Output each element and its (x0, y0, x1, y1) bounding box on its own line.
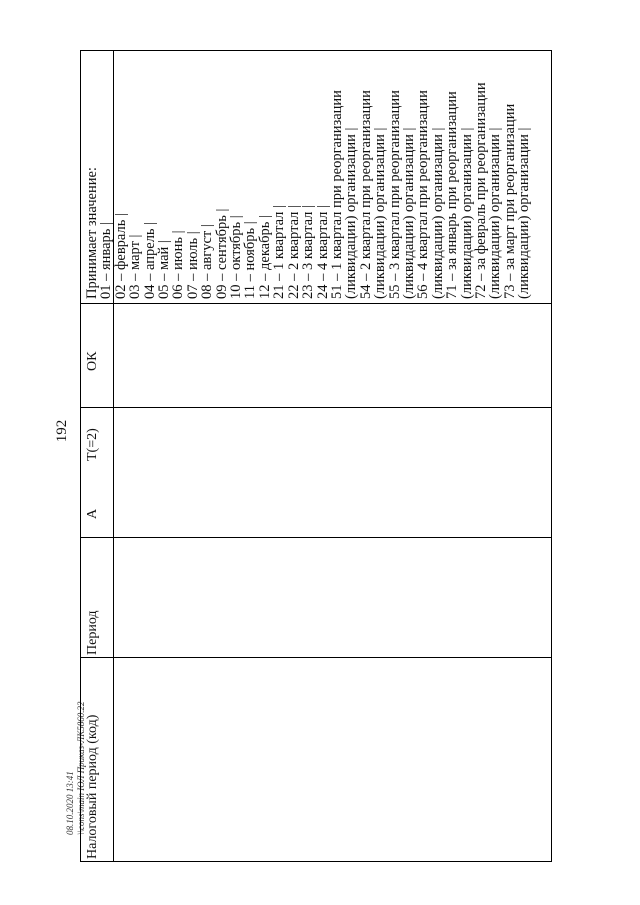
list-item: 04 – апрель | (141, 221, 158, 299)
list-item: 07 – июль | (184, 231, 201, 299)
list-item: 11 – ноябрь | (242, 221, 259, 299)
list-item: 55 – 3 квартал при реорганизации (386, 90, 403, 299)
header-ok: ОК (85, 351, 100, 371)
list-item: (ликвидации) организации | (343, 127, 360, 299)
list-item: (ликвидации) организации | (487, 127, 504, 299)
list-item: (ликвидации) организации | (516, 127, 533, 299)
list-item: 01 – январь | (98, 222, 115, 299)
list-item: 51 – 1 квартал при реорганизации (328, 90, 345, 299)
row-divider (81, 303, 551, 304)
list-item: (ликвидации) организации | (458, 127, 475, 299)
list-item: 71 – за январь при реорганизации (444, 91, 461, 299)
list-item: (ликвидации) организации | (429, 127, 446, 299)
header-tax-period: Налоговый период (код) (85, 714, 100, 859)
list-item: 06 – июнь | (170, 230, 187, 299)
list-item: 21 – 1 квартал | (271, 205, 288, 299)
accepted-values (85, 82, 532, 299)
list-item: 09 – сентябрь | (213, 208, 230, 299)
list-item: 73 – за март при реорганизации (501, 103, 518, 299)
list-item: 08 – август | (199, 224, 216, 299)
list-item: 05 – май | (156, 240, 173, 299)
data-table (80, 50, 552, 862)
list-item: 22 – 2 квартал | (285, 205, 302, 299)
list-item: 23 – 3 квартал | (300, 205, 317, 299)
list-item: 03 – март | (127, 234, 144, 299)
list-item: 54 – 2 квартал при реорганизации (357, 90, 374, 299)
header-period: Период (85, 610, 100, 655)
row-divider (81, 407, 551, 408)
header-a: А (85, 508, 100, 519)
row-divider (81, 537, 551, 538)
list-item: 24 – 4 квартал | (314, 205, 331, 299)
accepts-title: Принимает значение: (84, 167, 100, 299)
page-number: 192 (54, 419, 70, 443)
list-item: (ликвидации) организации | (372, 127, 389, 299)
list-item: 12 – декабрь | (256, 215, 273, 299)
stamp-date: 08.10.2020 13:41 (65, 771, 75, 835)
list-item: 02 – февраль | (112, 213, 129, 299)
header-t: Т(=2) (85, 428, 100, 461)
stamp-path: \\cons\main ЮЛ Приказ-ЛК5860.22 (76, 701, 86, 835)
list-item: (ликвидации) организации | (400, 127, 417, 299)
list-item: 72 – за февраль при реорганизации (472, 82, 489, 299)
row-divider (81, 657, 551, 658)
list-item: 56 – 4 квартал при реорганизации (415, 90, 432, 299)
list-item: 10 – октябрь | (228, 215, 245, 299)
